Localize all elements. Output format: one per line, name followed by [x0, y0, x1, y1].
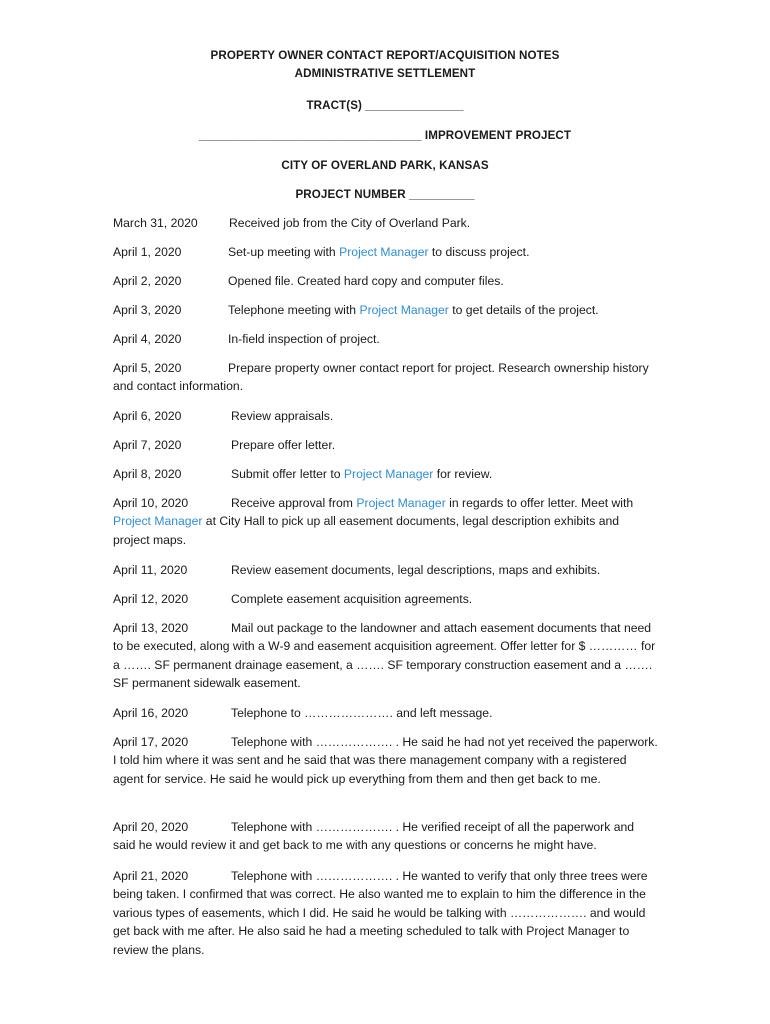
- entry-text: Receive approval from: [231, 496, 357, 510]
- entry-text: Opened file. Created hard copy and computer files.: [228, 274, 504, 288]
- entry-date: April 20, 2020: [113, 820, 189, 834]
- log-entry: [113, 330, 658, 348]
- entry-text: Received job from the City of Overland Park.: [229, 216, 471, 230]
- entry-text: in regards to offer letter. Meet with: [445, 496, 634, 510]
- entry-text: Review appraisals.: [231, 409, 334, 423]
- log-entry: [113, 867, 658, 959]
- entry-text: Telephone with ………………. . He verified receipt of all the paperwork and said he would review it and get back to me with any questions or concerns he might have.: [113, 820, 635, 853]
- entry-text: Telephone with ………………. . He wanted to verify that only three trees were being taken. I confirmed that was correct. He also wanted me to explain to him the difference in the various types of easements, which I did. He said he would be talking with ………………. and would get back with me after. He also said he had a meeting scheduled to talk with Project Manager to review the plans.: [113, 869, 648, 957]
- entry-date: April 6, 2020: [113, 409, 182, 423]
- entry-text: Set-up meeting with: [228, 245, 340, 259]
- log-entry: [113, 619, 658, 693]
- log-entry: [113, 590, 658, 608]
- entry-text: for review.: [433, 467, 493, 481]
- log-entry: [113, 359, 658, 396]
- entry-text: to discuss project.: [428, 245, 530, 259]
- entry-date: April 11, 2020: [113, 563, 188, 577]
- log-entry: [113, 561, 658, 579]
- report-subtitle: ADMINISTRATIVE SETTLEMENT: [294, 67, 476, 80]
- entry-text: Mail out package to the landowner and attach easement documents that need to be executed, along with a W-9 and easement acquisition agreement. Offer letter for $ ………… for a ……. SF permanent drainage easement, a ……. SF temporary construction easement and a ……. SF permanent sidewalk easement.: [113, 621, 656, 691]
- log-entry: [113, 301, 658, 319]
- entry-date: April 3, 2020: [113, 303, 182, 317]
- entry-date: April 17, 2020: [113, 735, 189, 749]
- log-entry: [113, 272, 658, 290]
- entry-date: April 16, 2020: [113, 706, 189, 720]
- entry-date: April 8, 2020: [113, 467, 182, 481]
- log-entry: [113, 436, 658, 454]
- entry-date: April 2, 2020: [113, 274, 182, 288]
- project-manager-link: Project Manager: [113, 514, 203, 529]
- log-entry: [113, 243, 658, 261]
- entry-text: Prepare property owner contact report for project. Research ownership history and contact information.: [113, 361, 649, 394]
- log-entry: [113, 818, 658, 855]
- entry-date: March 31, 2020: [113, 216, 198, 230]
- entry-date: April 1, 2020: [113, 245, 182, 259]
- entry-text: Submit offer letter to: [231, 467, 344, 481]
- project-manager-link: Project Manager: [339, 245, 429, 259]
- entry-text: to get details of the project.: [448, 303, 599, 317]
- entry-date: April 13, 2020: [113, 621, 189, 635]
- entry-text: Prepare offer letter.: [231, 438, 336, 452]
- log-entry: [113, 704, 658, 722]
- entry-date: April 21, 2020: [113, 869, 189, 883]
- entry-date: April 10, 2020: [113, 496, 189, 510]
- log-entry: [113, 214, 658, 232]
- log-entry: [113, 733, 658, 788]
- log-entry: [113, 494, 658, 549]
- project-manager-link: Project Manager: [343, 467, 434, 481]
- tracts-line: TRACT(S) _______________: [306, 99, 464, 112]
- entry-text: Telephone meeting with: [228, 303, 360, 317]
- project-number-line: PROJECT NUMBER __________: [295, 188, 475, 201]
- entry-text: In-field inspection of project.: [228, 332, 380, 346]
- project-manager-link: Project Manager: [359, 303, 449, 317]
- report-title: PROPERTY OWNER CONTACT REPORT/ACQUISITION NOTES: [210, 49, 560, 62]
- log-entry: [113, 407, 658, 425]
- improvement-project-line: __________________________________ IMPROVEMENT PROJECT: [198, 129, 572, 142]
- entry-date: April 4, 2020: [113, 332, 182, 346]
- entry-text: Complete easement acquisition agreements.: [231, 592, 473, 606]
- entry-date: April 7, 2020: [113, 438, 182, 452]
- city-line: CITY OF OVERLAND PARK, KANSAS: [281, 159, 489, 172]
- entry-date: April 5, 2020: [113, 361, 182, 375]
- log-entry: [113, 465, 658, 483]
- entry-text: at City Hall to pick up all easement documents, legal description exhibits and project maps.: [113, 514, 620, 547]
- entry-text: Telephone to …………………. and left message.: [231, 706, 493, 720]
- entry-text: Review easement documents, legal descriptions, maps and exhibits.: [231, 563, 601, 577]
- project-manager-link: Project Manager: [356, 496, 446, 510]
- entry-date: April 12, 2020: [113, 592, 189, 606]
- entry-text: Telephone with ………………. . He said he had not yet received the paperwork. I told him where it was sent and he said that was there management company with a registered agent for service. He said he would pick up everything from them and then get back to me.: [113, 735, 658, 786]
